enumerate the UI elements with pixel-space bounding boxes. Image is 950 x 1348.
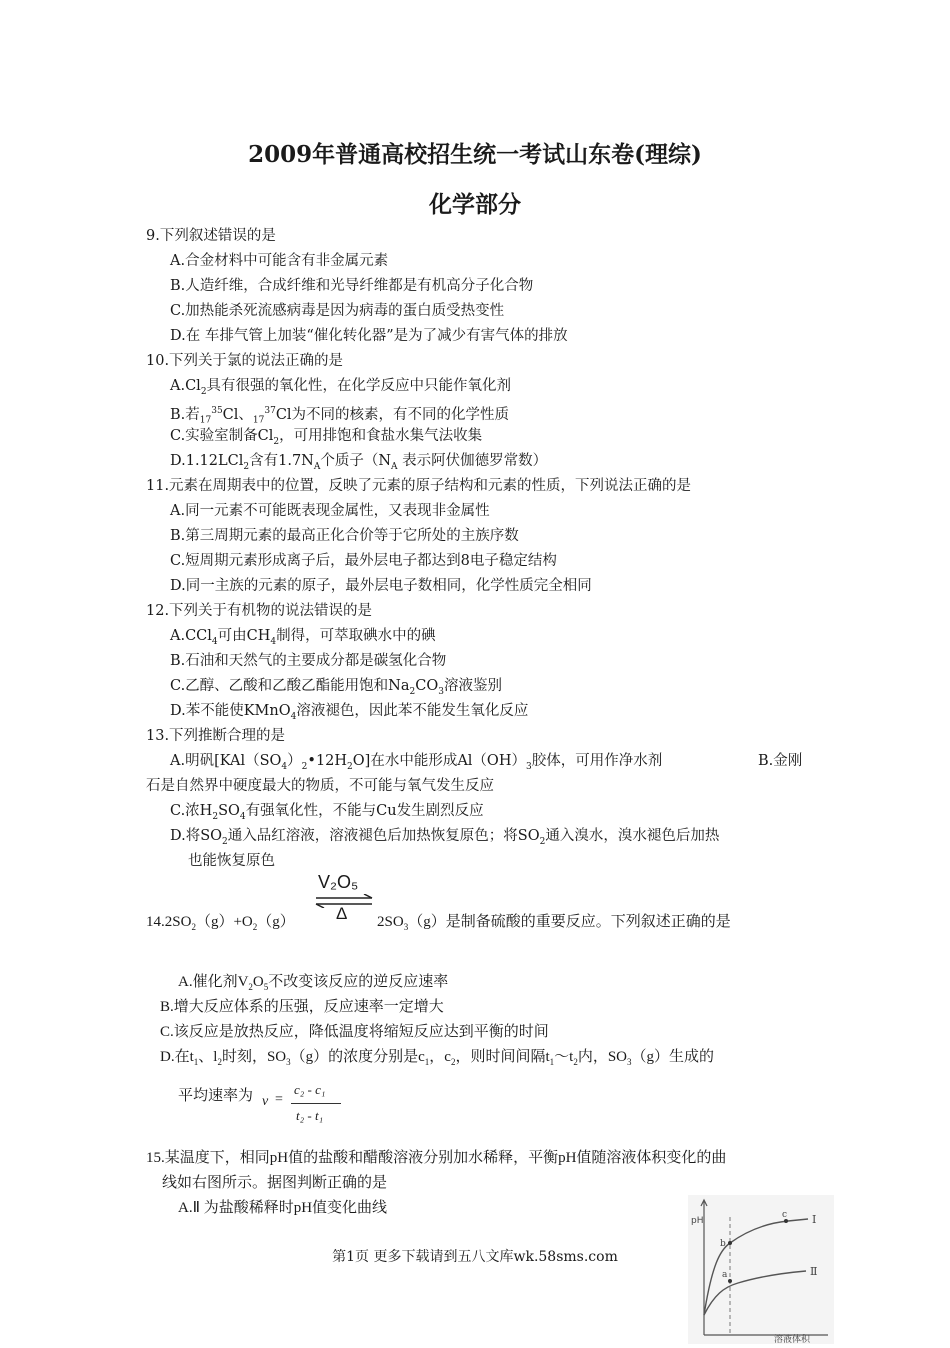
q14-stem-left: $14.2SO_2(g)+O_2(g)$: [146, 914, 295, 932]
q10-option-d: D.1.12LCl$_2$含有$1.7N_A$个质子（$N_A$ 表示阿伏伽德罗常数）: [170, 453, 548, 472]
curve-II-label: Ⅱ: [810, 1265, 818, 1278]
q11-option-b: B.第三周期元素的最高正化合价等于它所处的主族序数: [170, 528, 519, 544]
q9-option-a: A.合金材料中可能含有非金属元素: [170, 253, 389, 269]
q13-option-c: C.浓$H_2SO_4$有强氧化性，不能与Cu发生剧烈反应: [170, 803, 484, 822]
rate-label: 平均速率为: [178, 1088, 254, 1104]
q13-option-b-start: B.金刚: [758, 753, 803, 769]
graph-xlabel: 溶液体积: [774, 1335, 811, 1344]
rate-numerator: c₂ - c₁: [294, 1082, 326, 1097]
graph-ylabel: pH: [691, 1216, 704, 1226]
q10-option-a: $A.Cl_2$具有很强的氧化性，在化学反应中只能作氧化剂: [170, 378, 512, 397]
q14-option-b: B.增大反应体系的压强，反应速率一定增大: [160, 999, 444, 1015]
ph-dilution-graph: [688, 1195, 834, 1344]
q9-option-c: C.加热能杀死流感病毒是因为病毒的蛋白质受热变性: [170, 303, 505, 319]
ph-graph-svg: [688, 1195, 834, 1344]
q11-stem: 11.元素在周期表中的位置，反映了元素的原子结构和元素的性质，下列说法正确的是: [146, 478, 692, 494]
q13-option-b-cont: 石是自然界中硬度最大的物质，不可能与氧气发生反应: [146, 778, 494, 794]
reversible-arrow: [314, 872, 374, 924]
heat-label: Δ: [336, 904, 348, 923]
q10-stem: 10.下列关于氯的说法正确的是: [146, 353, 344, 369]
q12-stem: 12.下列关于有机物的说法错误的是: [146, 603, 373, 619]
point-b-label: b: [720, 1239, 726, 1249]
point-b: [728, 1241, 732, 1245]
rate-equals: =: [275, 1092, 283, 1107]
q14-stem-right: $2SO_3(g)$是制备硫酸的重要反应。下列叙述正确的是: [377, 914, 731, 932]
q12-option-a: A.CCl$_4$可由$CH_4$制得，可萃取碘水中的碘: [170, 628, 436, 647]
q10-option-c: C.实验室制备$Cl_2$，可用排饱和食盐水集气法收集: [170, 428, 483, 447]
q9-stem: 9.下列叙述错误的是: [146, 228, 276, 244]
rate-denominator: t₂ - t₁: [296, 1108, 324, 1123]
q13-stem: 13.下列推断合理的是: [146, 728, 286, 744]
q9-option-b: B.人造纤维，合成纤维和光导纤维都是有机高分子化合物: [170, 278, 534, 294]
q14-option-a: A.催化剂$V_2O_5$不改变该反应的逆反应速率: [178, 974, 449, 992]
q15-stem-line1: 15.某温度下，相同pH值的盐酸和醋酸溶液分别加水稀释，平衡pH值随溶液体积变化的曲: [146, 1150, 727, 1166]
q12-option-d: D.苯不能使KMnO$_4$溶液褪色，因此苯不能发生氧化反应: [170, 703, 529, 722]
q12-option-b: B.石油和天然气的主要成分都是碳氢化合物: [170, 653, 447, 669]
page-footer: 第1页 更多下载请到五八文库wk.58sms.com: [332, 1249, 618, 1265]
fraction-bar: [291, 1103, 341, 1104]
q12-option-c: C.乙醇、乙酸和乙酸乙酯能用饱和$Na_2CO_3$溶液鉴别: [170, 678, 502, 697]
q14-option-d: D.在$t_1$、$l_2$时刻，$SO_3(g)$的浓度分别是$c_1$，$c_2$，则时间间隔$t_1\sim t_2$内，$SO_3(g)$生成的: [160, 1049, 715, 1067]
q11-option-d: D.同一主族的元素的原子，最外层电子数相同，化学性质完全相同: [170, 578, 592, 594]
q13-option-a: A.明矾$[KAl(SO_4)_2•12H_2O]$在水中能形成$Al(OH)_3$胶体，可用作净水剂: [170, 753, 663, 772]
q15-option-a: A.Ⅱ 为盐酸稀释时pH值变化曲线: [178, 1200, 388, 1216]
curve-I-label: Ⅰ: [812, 1213, 817, 1226]
q11-option-a: A.同一元素不可能既表现金属性，又表现非金属性: [170, 503, 490, 519]
section-title: 化学部分: [429, 191, 521, 218]
point-a-label: a: [722, 1270, 728, 1280]
q9-option-d: D.在 车排气管上加装“催化转化器”是为了减少有害气体的排放: [170, 328, 568, 344]
q15-stem-line2: 线如右图所示。据图判断正确的是: [162, 1175, 388, 1191]
rate-symbol: v: [262, 1094, 269, 1109]
q11-option-c: C.短周期元素形成离子后，最外层电子都达到8电子稳定结构: [170, 553, 557, 569]
q13-option-d-cont: 也能恢复原色: [188, 853, 275, 869]
point-a: [728, 1279, 732, 1283]
q13-option-d: D.将$SO_2$通入品红溶液，溶液褪色后加热恢复原色；将$SO_2$通入溴水，溴水褪色后加热: [170, 828, 720, 847]
document-title: 2009年普通高校招生统一考试山东卷(理综): [248, 141, 702, 168]
q14-option-c: C.该反应是放热反应，降低温度将缩短反应达到平衡的时间: [160, 1024, 549, 1040]
catalyst-label: V₂O₅: [318, 872, 359, 892]
point-c-label: c: [782, 1210, 788, 1220]
q10-option-b: B.若$_{17}^{35}$Cl、$_{17}^{37}$Cl为不同的核素，有不同的化学性质: [170, 406, 510, 426]
